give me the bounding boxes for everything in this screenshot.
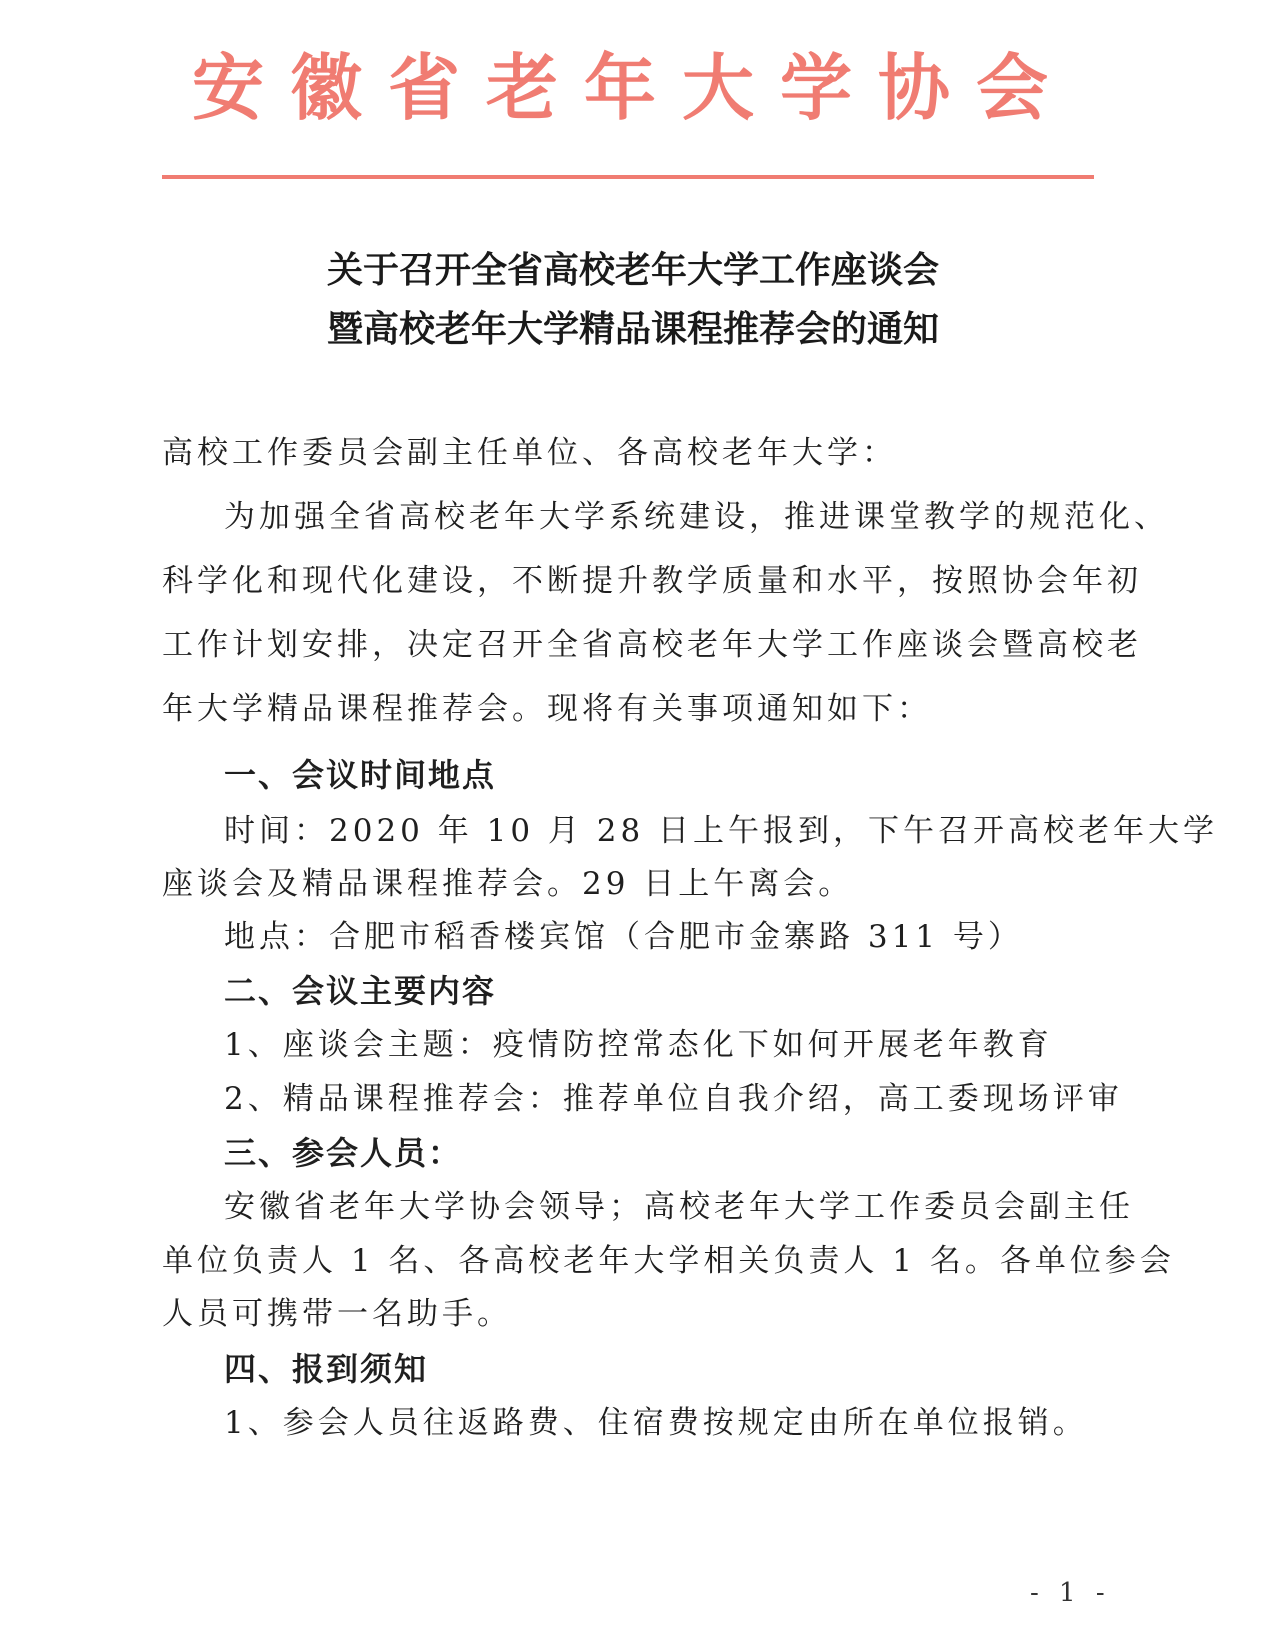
letterhead: 安徽省老年大学协会 — [191, 46, 1074, 130]
place-line: 地点：合肥市稻香楼宾馆（合肥市金寨路 311 号） — [224, 919, 1023, 955]
intro-line-2: 科学化和现代化建设，不断提升教学质量和水平，按照协会年初 — [162, 563, 1142, 599]
section-heading-time-place: 一、会议时间地点 — [224, 756, 497, 794]
attendees-line-1: 安徽省老年大学协会领导；高校老年大学工作委员会副主任 — [224, 1189, 1134, 1225]
section-heading-content: 二、会议主要内容 — [224, 972, 497, 1010]
intro-line-3: 工作计划安排，决定召开全省高校老年大学工作座谈会暨高校老 — [162, 627, 1142, 663]
time-line-1: 时间：2020 年 10 月 28 日上午报到，下午召开高校老年大学 — [224, 813, 1219, 849]
page-number: - 1 - — [1030, 1578, 1111, 1608]
content-item-1: 1、座谈会主题：疫情防控常态化下如何开展老年教育 — [224, 1027, 1053, 1063]
content-item-2: 2、精品课程推荐会：推荐单位自我介绍，高工委现场评审 — [224, 1081, 1123, 1117]
section-heading-registration: 四、报到须知 — [224, 1350, 429, 1388]
notice-title-line-1: 关于召开全省高校老年大学工作座谈会 — [326, 250, 939, 291]
attendees-line-2: 单位负责人 1 名、各高校老年大学相关负责人 1 名。各单位参会 — [162, 1243, 1175, 1279]
section-heading-attendees: 三、参会人员： — [224, 1134, 463, 1172]
registration-item-1: 1、参会人员往返路费、住宿费按规定由所在单位报销。 — [224, 1405, 1088, 1441]
intro-line-1: 为加强全省高校老年大学系统建设，推进课堂教学的规范化、 — [224, 499, 1169, 535]
salutation: 高校工作委员会副主任单位、各高校老年大学： — [162, 435, 897, 471]
attendees-line-3: 人员可携带一名助手。 — [162, 1296, 512, 1332]
intro-line-4: 年大学精品课程推荐会。现将有关事项通知如下： — [162, 691, 932, 727]
notice-title-line-2: 暨高校老年大学精品课程推荐会的通知 — [326, 309, 939, 350]
letterhead-red-rule — [162, 175, 1094, 179]
time-line-2: 座谈会及精品课程推荐会。29 日上午离会。 — [162, 866, 854, 902]
